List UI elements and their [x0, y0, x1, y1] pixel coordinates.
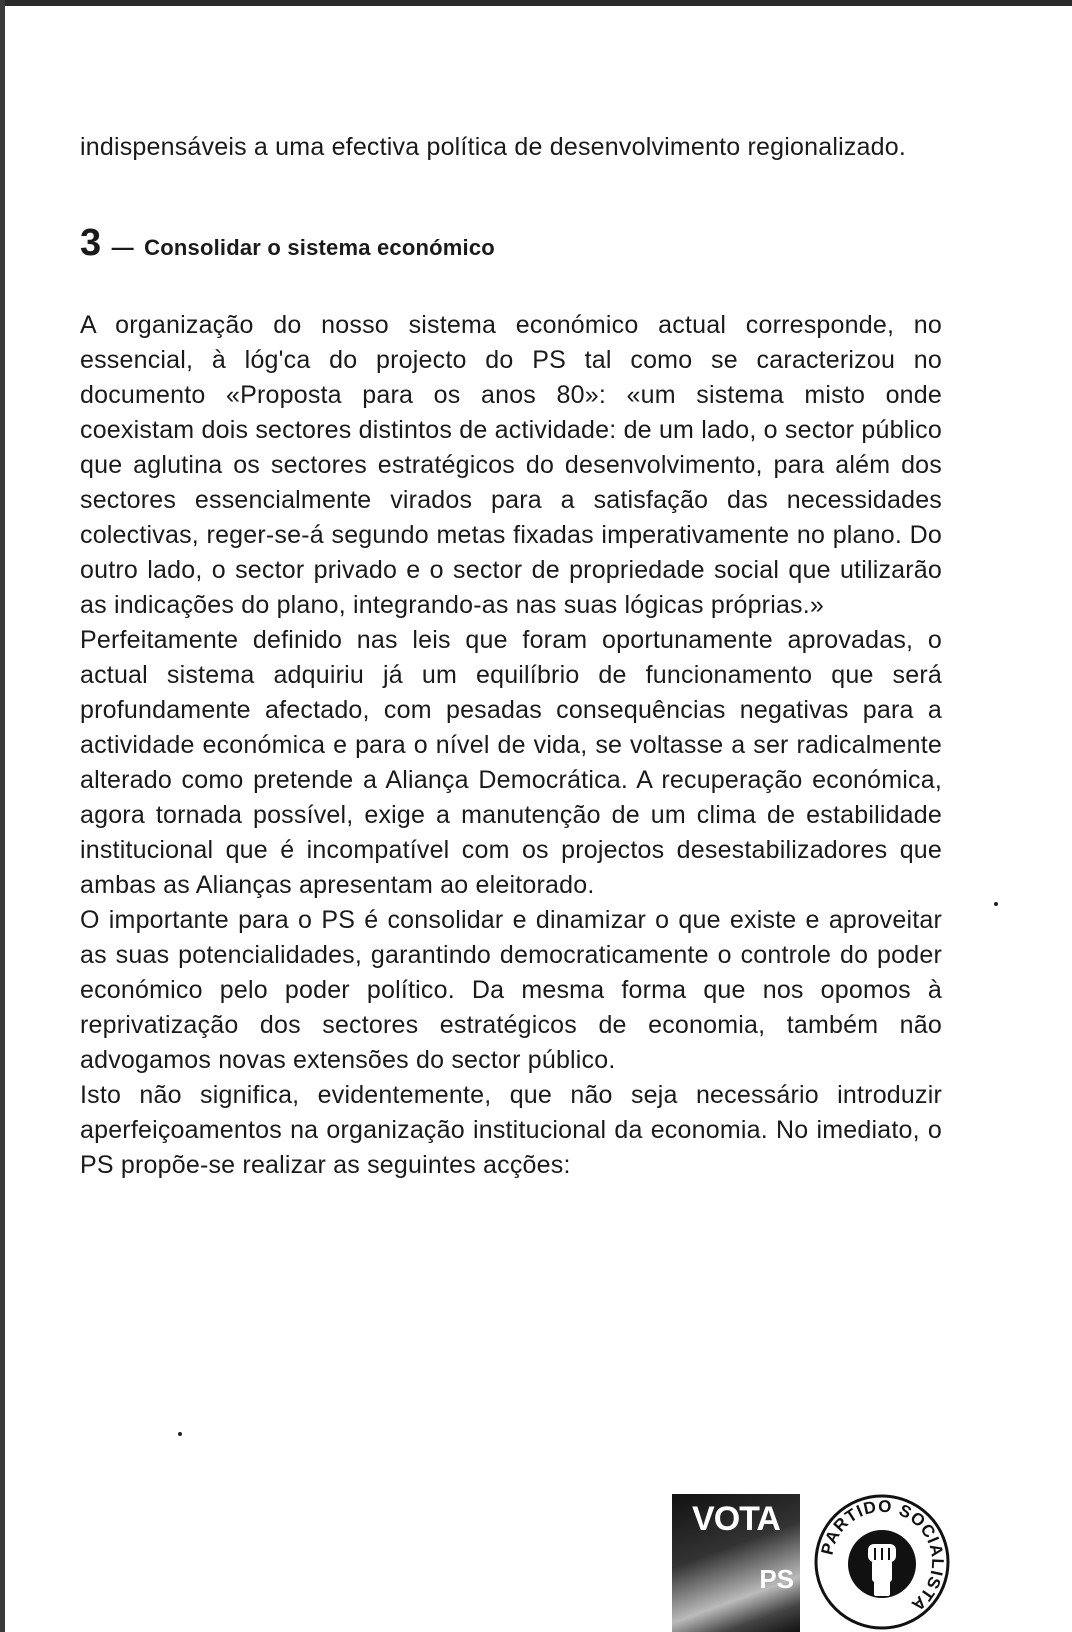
section-heading: [80, 223, 942, 268]
page-top-edge: [0, 0, 1072, 6]
section-title: Consolidar o sistema económico: [144, 235, 495, 260]
partido-socialista-seal: [812, 1492, 952, 1632]
vota-logo-party: PS: [759, 1564, 794, 1594]
body-paragraph-4: Isto não significa, evidentemente, que não seja necessário introduzir aperfeiçoamentos na organização institucional da economia. No imediato, o PS propõe-se realizar as seguintes acções:: [80, 1081, 942, 1179]
seal-text: PARTIDO SOCIALISTA: [817, 1496, 948, 1616]
section-dash: —: [111, 235, 134, 260]
vota-ps-logo: [672, 1494, 800, 1632]
document-text-column: [80, 130, 942, 1183]
vota-logo-word: VOTA: [692, 1500, 780, 1538]
intro-paragraph: indispensáveis a uma efectiva política de desenvolvimento regionalizado.: [80, 133, 906, 161]
page-left-edge: [0, 0, 5, 1632]
body-paragraph-3: O importante para o PS é consolidar e dinamizar o que existe e aproveitar as suas potencialidades, garantindo democraticamente o controle do poder económico pelo poder político. Da mesma forma que nos opomos à reprivatização dos sectores estratégicos de economia, também não advogamos novas extensões do sector público.: [80, 906, 942, 1074]
body-paragraph-2: Perfeitamente definido nas leis que foram oportunamente aprovadas, o actual sistema adquiriu já um equilíbrio de funcionamento que será profundamente afectado, com pesadas consequências negativas para a actividade económica e para o nível de vida, se voltasse a ser radicalmente alterado como pretende a Aliança Democrática. A recuperação económica, agora tornada possível, exige a manutenção de um clima de estabilidade institucional que é incompatível com os projectos desestabilizadores que ambas as Alianças apresentam ao eleitorado.: [80, 626, 942, 899]
body-paragraph-1: A organização do nosso sistema económico actual corresponde, no essencial, à lóg'ca do projecto do PS tal como se caracterizou no documento «Proposta para os anos 80»: «um sistema misto onde coexistam dois sectores distintos de actividade: de um lado, o sector público que aglutina os sectores estratégicos do desenvolvimento, para além dos sectores essencialmente virados para a satisfação das necessidades colectivas, reger-se-á segundo metas fixadas imperativamente no plano. Do outro lado, o sector privado e o sector de propriedade social que utilizarão as indicações do plano, integrando-as nas suas lógicas próprias.»: [80, 311, 942, 619]
section-number: 3: [80, 222, 102, 264]
stray-ink-mark: [178, 1432, 182, 1436]
stray-ink-mark: [994, 902, 998, 906]
